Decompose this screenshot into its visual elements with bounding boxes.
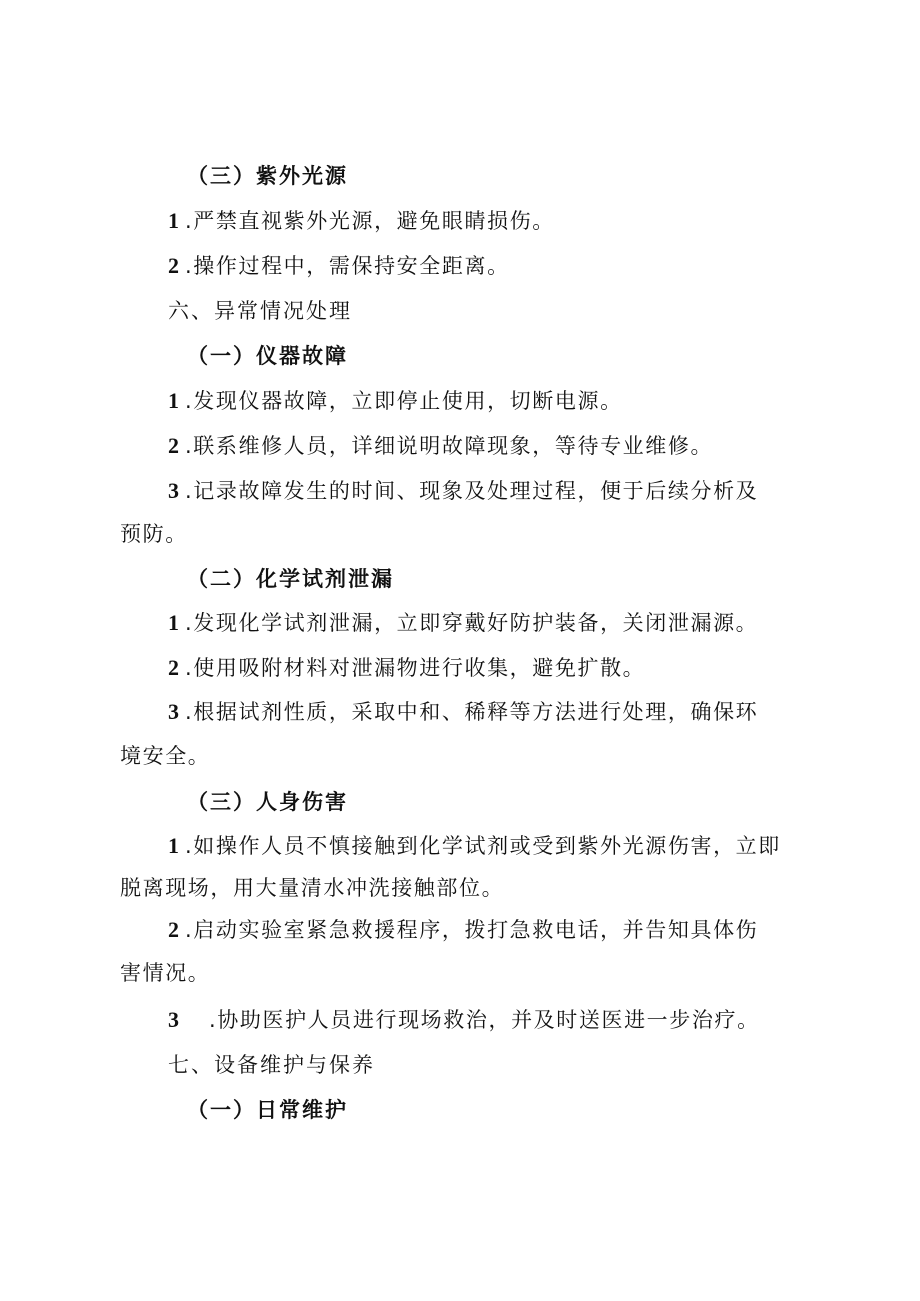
item-text: .根据试剂性质，采取中和、稀释等方法进行处理，确保环	[185, 700, 759, 724]
subsection-heading-instrument-failure: （一）仪器故障	[187, 344, 348, 368]
item-text: .发现仪器故障，立即停止使用，切断电源。	[185, 389, 623, 413]
item-number: 1	[168, 833, 179, 858]
item-number: 3	[168, 1007, 179, 1032]
item-number: 2	[168, 917, 179, 942]
item-number: 2	[168, 253, 179, 278]
item-number: 3	[168, 478, 179, 503]
list-item	[168, 654, 645, 682]
list-item	[168, 252, 510, 280]
item-number: 1	[168, 610, 179, 635]
item-text: .严禁直视紫外光源，避免眼睛损伤。	[185, 209, 555, 233]
subsection-heading-chemical-leak: （二）化学试剂泄漏	[187, 567, 394, 591]
section-title-7: 七、设备维护与保养	[168, 1053, 375, 1077]
item-text: .发现化学试剂泄漏，立即穿戴好防护装备，关闭泄漏源。	[185, 611, 759, 635]
item-number: 1	[168, 208, 179, 233]
item-number: 2	[168, 433, 179, 458]
list-item	[168, 832, 781, 860]
item-text: .操作过程中，需保持安全距离。	[185, 254, 510, 278]
subsection-heading-personal-injury: （三）人身伤害	[187, 790, 348, 814]
list-item	[168, 207, 555, 235]
list-item	[168, 609, 758, 637]
item-text: .协助医护人员进行现场救治，并及时送医进一步治疗。	[209, 1008, 760, 1032]
item-text: .记录故障发生的时间、现象及处理过程，便于后续分析及	[185, 479, 759, 503]
list-item	[168, 387, 623, 415]
item-text: .如操作人员不慎接触到化学试剂或受到紫外光源伤害，立即	[185, 834, 781, 858]
subsection-heading-ultraviolet: （三）紫外光源	[187, 164, 348, 188]
list-item-continuation: 脱离现场，用大量清水冲洗接触部位。	[120, 876, 505, 900]
subsection-heading-daily-maintenance: （一）日常维护	[187, 1098, 348, 1122]
section-title-6: 六、异常情况处理	[168, 299, 352, 323]
list-item-continuation: 害情况。	[120, 961, 211, 985]
item-number: 1	[168, 388, 179, 413]
item-number: 3	[168, 699, 179, 724]
list-item-continuation: 境安全。	[120, 744, 211, 768]
item-text: .启动实验室紧急救援程序，拨打急救电话，并告知具体伤	[185, 918, 759, 942]
list-item-continuation: 预防。	[120, 522, 188, 546]
list-item	[168, 477, 758, 505]
list-item	[168, 698, 758, 726]
item-number: 2	[168, 655, 179, 680]
list-item	[168, 916, 758, 944]
item-text: .联系维修人员，详细说明故障现象，等待专业维修。	[185, 434, 714, 458]
list-item	[168, 1006, 760, 1034]
item-text: .使用吸附材料对泄漏物进行收集，避免扩散。	[185, 656, 646, 680]
list-item	[168, 432, 713, 460]
